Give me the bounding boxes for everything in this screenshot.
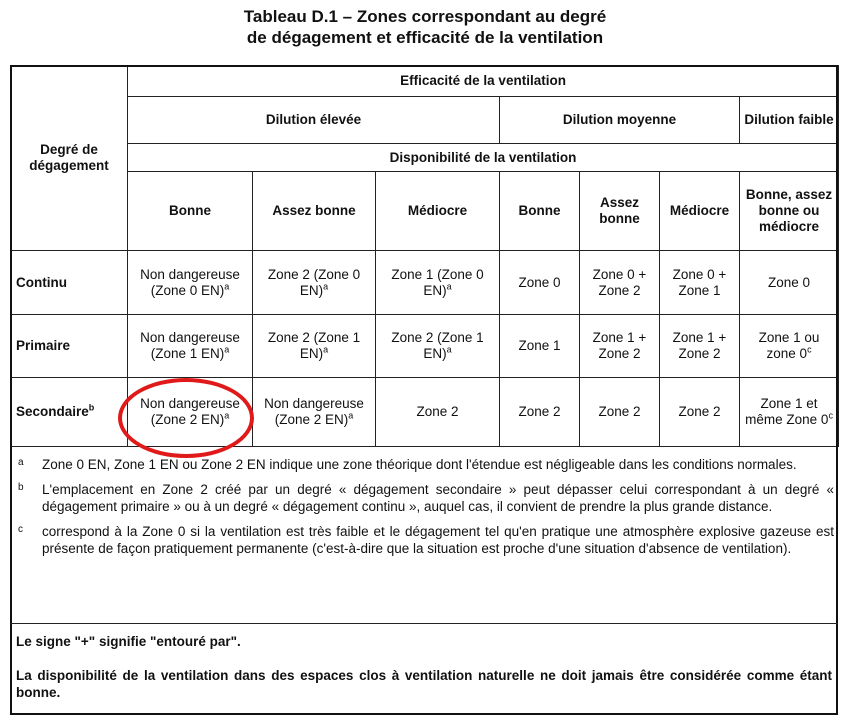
table-cell: Zone 2 (Zone 1 EN)$^a$ <box>253 315 376 378</box>
footnote-text: correspond à la Zone 0 si la ventilation est très faible et le dégagement tel qu'en pratique une atmosphère explosive gazeuse est présente de façon pratiquement permanente (c'est-à-dire que la situation est proche d'une situation d'absence de ventilation). <box>42 524 834 556</box>
footnote-text: Zone 0 EN, Zone 1 EN ou Zone 2 EN indique une zone théorique dont l'étendue est négligeable dans les conditions normales. <box>42 457 797 472</box>
row-label: Secondaire$^b$ <box>11 378 128 447</box>
table-cell: Zone 0 <box>740 251 839 315</box>
table-cell: Zone 0 + Zone 2 <box>580 251 660 315</box>
table-cell: Zone 2 <box>660 378 740 447</box>
table-cell: Zone 2 (Zone 0 EN)$^a$ <box>253 251 376 315</box>
col-header: Médiocre <box>660 172 740 251</box>
table-cell: Non dangereuse (Zone 0 EN)$^a$ <box>128 251 253 315</box>
header-degre: Degré de dégagement <box>11 66 128 251</box>
table-cell: Zone 0 + Zone 1 <box>660 251 740 315</box>
header-dilution-faible: Dilution faible <box>740 97 839 144</box>
footnote-text: L'emplacement en Zone 2 créé par un degré « dégagement secondaire » peut dépasser celui correspondant à un degré « dégagement primaire » ou à un degré « dégagement continu », auquel cas, il convient de prendre la plus grande distance. <box>42 482 834 514</box>
footnotes <box>12 454 834 557</box>
row-label: Continu <box>11 251 128 315</box>
footnote <box>12 523 834 557</box>
table-cell: Zone 1 <box>500 315 580 378</box>
header-efficacite: Efficacité de la ventilation <box>128 66 839 97</box>
col-header: Bonne <box>500 172 580 251</box>
footnote <box>12 456 834 473</box>
table-cell: Zone 2 <box>376 378 500 447</box>
table-cell: Zone 2 <box>500 378 580 447</box>
header-dilution-moyenne: Dilution moyenne <box>500 97 740 144</box>
col-header: Bonne, assez bonne ou médiocre <box>740 172 839 251</box>
table-title-line1: Tableau D.1 – Zones correspondant au degré <box>243 7 607 26</box>
table-cell: Zone 1 (Zone 0 EN)$^a$ <box>376 251 500 315</box>
table-cell: Non dangereuse (Zone 2 EN)$^a$ <box>253 378 376 447</box>
table-title <box>0 6 850 48</box>
table-cell: Non dangereuse (Zone 1 EN)$^a$ <box>128 315 253 378</box>
table-cell: Zone 1 et même Zone 0$^c$ <box>740 378 839 447</box>
table-cell: Non dangereuse (Zone 2 EN)$^a$ <box>128 378 253 447</box>
col-header: Assez bonne <box>253 172 376 251</box>
col-header: Médiocre <box>376 172 500 251</box>
footnote-mark: c <box>18 524 23 535</box>
table-cell: Zone 0 <box>500 251 580 315</box>
footnote-mark: a <box>18 457 24 468</box>
table-frame <box>10 65 838 715</box>
table-cell: Zone 1 ou zone 0$^c$ <box>740 315 839 378</box>
col-header: Assez bonne <box>580 172 660 251</box>
table-cell: Zone 1 + Zone 2 <box>580 315 660 378</box>
table-cell: Zone 1 + Zone 2 <box>660 315 740 378</box>
footnote-mark: b <box>18 482 24 493</box>
col-header: Bonne <box>128 172 253 251</box>
table-cell: Zone 2 <box>580 378 660 447</box>
divider <box>10 623 838 624</box>
footnote <box>12 481 834 515</box>
table-title-line2: de dégagement et efficacité de la ventilation <box>246 28 604 47</box>
highlight-circle <box>118 378 254 458</box>
remark-disponibilite: La disponibilité de la ventilation dans des espaces clos à ventilation naturelle ne doit jamais être considérée comme étant bonne. <box>16 668 832 700</box>
remark-signe: Le signe "+" signifie "entouré par". <box>16 634 241 649</box>
table-cell: Zone 2 (Zone 1 EN)$^a$ <box>376 315 500 378</box>
row-label: Primaire <box>11 315 128 378</box>
header-disponibilite: Disponibilité de la ventilation <box>128 144 839 172</box>
header-dilution-elevee: Dilution élevée <box>128 97 500 144</box>
